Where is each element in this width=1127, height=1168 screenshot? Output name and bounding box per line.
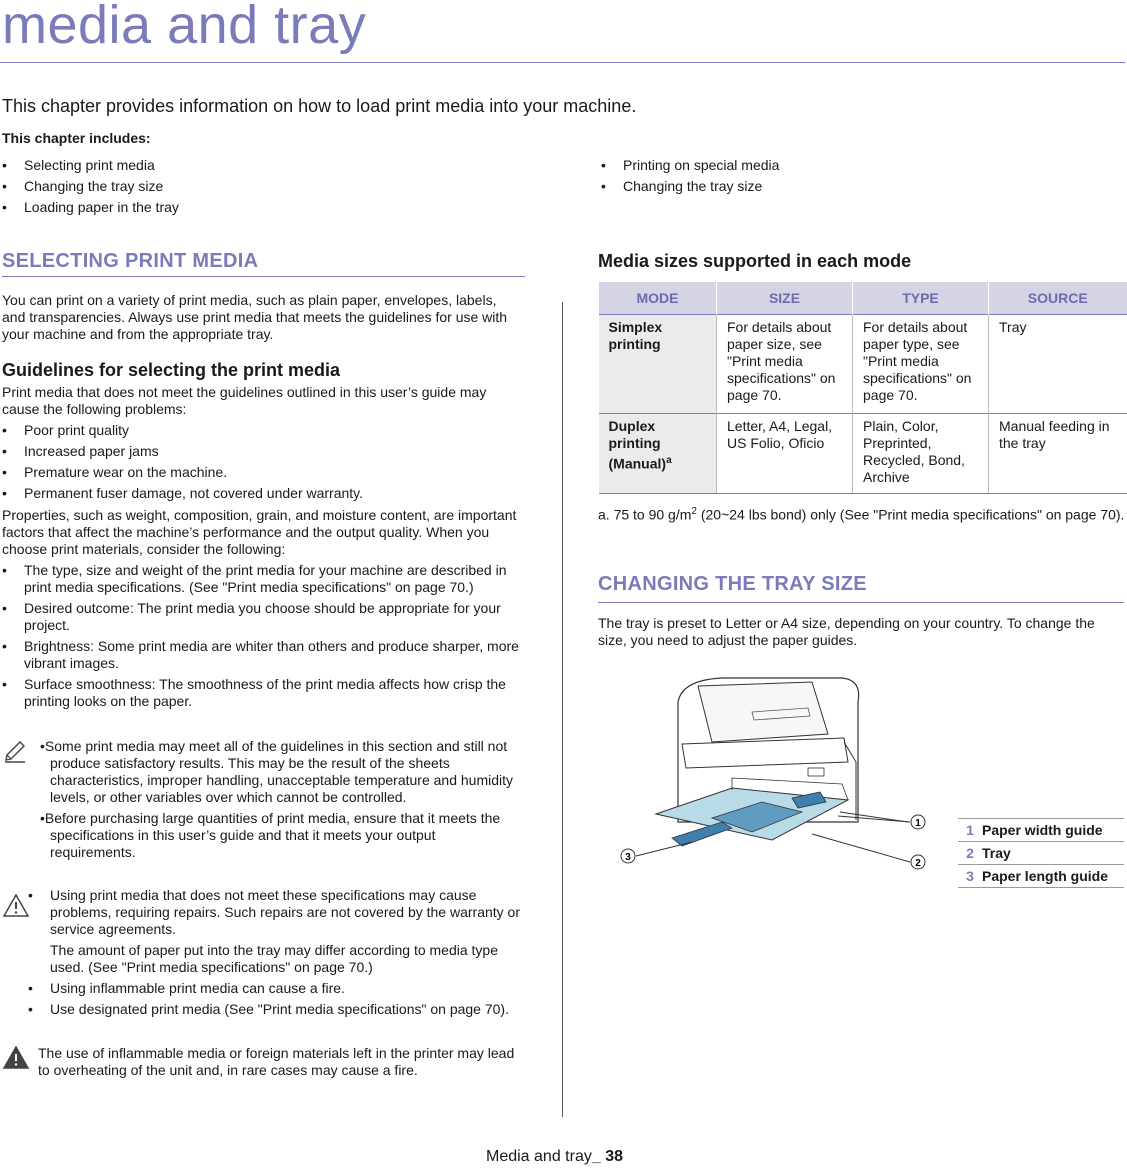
considerations-list	[2, 562, 522, 714]
callout-markers	[612, 672, 942, 872]
table-header-row	[599, 282, 1127, 315]
properties-paragraph: Properties, such as weight, composition, grain, and moisture content, are important factors that affect the machine’s performance and the output quality. When you choose print materials, consider the following:	[2, 507, 517, 557]
mode-label: Duplex printing	[608, 418, 661, 451]
list-item: • Surface smoothness: The smoothness of the print media affects how crisp the printing looks on the paper.	[2, 676, 522, 710]
media-sizes-heading: Media sizes supported in each mode	[598, 251, 912, 271]
warning-box	[2, 1045, 522, 1079]
includes-item: • Loading paper in the tray	[2, 197, 522, 218]
guidelines-intro: Print media that does not meet the guidelines outlined in this user’s guide may cause the following problems:	[2, 384, 487, 417]
table-cell: Tray	[989, 315, 1127, 414]
table-cell: Letter, A4, Legal, US Folio, Oficio	[717, 414, 853, 494]
table-cell: For details about paper type, see "Print media specifications" on page 70.	[853, 315, 989, 414]
caution-icon	[2, 893, 30, 919]
page-number: _ 38	[591, 1148, 623, 1165]
list-item: • Brightness: Some print media are whiter than others and produce sharper, more vibrant images.	[2, 638, 522, 672]
includes-item: • Printing on special media	[601, 155, 1121, 176]
problems-list	[2, 422, 522, 506]
title-rule	[0, 62, 1125, 63]
column-header: TYPE	[853, 282, 989, 315]
callout-label: Paper length guide	[982, 868, 1109, 884]
callout-row	[958, 842, 1124, 865]
list-item	[28, 887, 522, 976]
list-item: • Permanent fuser damage, not covered under warranty.	[2, 485, 522, 502]
callout-legend	[958, 818, 1124, 888]
callout-row	[958, 818, 1124, 842]
caution-box	[2, 887, 522, 1022]
media-sizes-table	[598, 282, 1127, 494]
callout-label: Paper width guide	[982, 822, 1103, 838]
table-cell	[599, 414, 717, 494]
caution-text: Using print media that does not meet these specifications may cause problems, requiring repairs. Such repairs are not covered by the warranty or service agreements.	[50, 887, 520, 937]
list-item: • Desired outcome: The print media you choose should be appropriate for your project.	[2, 600, 522, 634]
list-item: • Using inflammable print media can cause a fire.	[28, 980, 522, 997]
callout-number: 3	[966, 868, 974, 884]
page-footer	[486, 1148, 623, 1166]
table-cell: Plain, Color, Preprinted, Recycled, Bond, Archive	[853, 414, 989, 494]
footnote-superscript: 2	[691, 506, 697, 517]
callout-label: Tray	[982, 845, 1011, 861]
includes-list-left	[2, 155, 522, 218]
caution-list	[28, 887, 522, 1018]
column-divider	[562, 302, 563, 1117]
list-item: • The type, size and weight of the print media for your machine are described in print media specifications. (See "Print media specifications" on page 70.)	[2, 562, 522, 596]
table-row	[599, 414, 1127, 494]
includes-list-right	[601, 155, 1121, 197]
warning-icon	[2, 1045, 30, 1071]
callout-3-marker: 3	[625, 852, 631, 863]
warning-text: The use of inflammable media or foreign materials left in the printer may lead to overheating of the unit and, in rare cases may cause a fire.	[38, 1045, 515, 1078]
chapter-title: media and tray	[2, 0, 367, 55]
table-cell: Simplex printing	[599, 315, 717, 414]
column-header: MODE	[599, 282, 717, 315]
includes-item: • Selecting print media	[2, 155, 522, 176]
callout-number: 1	[966, 822, 974, 838]
callout-2-marker: 2	[915, 858, 921, 869]
caution-subtext: The amount of paper put into the tray may differ according to media type used. (See "Print media specifications" on page 70.)	[50, 942, 498, 975]
column-header: SIZE	[717, 282, 853, 315]
table-cell: For details about paper size, see "Print media specifications" on page 70.	[717, 315, 853, 414]
chapter-intro: This chapter provides information on how to load print media into your machine.	[2, 96, 637, 116]
table-footnote	[598, 503, 1127, 524]
includes-item: • Changing the tray size	[2, 176, 522, 197]
mode-label-manual: (Manual)	[608, 455, 667, 472]
callout-row	[958, 865, 1124, 888]
tray-paragraph: The tray is preset to Letter or A4 size, depending on your country. To change the size, you need to adjust the paper guides.	[598, 615, 1095, 648]
table-cell: Manual feeding in the tray	[989, 414, 1127, 494]
includes-item: • Changing the tray size	[601, 176, 1121, 197]
includes-label: This chapter includes:	[2, 130, 151, 146]
list-item: • Increased paper jams	[2, 443, 522, 460]
media-table-wrap	[598, 282, 1127, 494]
footnote-marker: a	[666, 455, 672, 466]
section-rule	[598, 602, 1124, 603]
selecting-heading: SELECTING PRINT MEDIA	[2, 250, 259, 272]
note-box	[2, 738, 522, 861]
list-item: • Premature wear on the machine.	[2, 464, 522, 481]
selecting-paragraph: You can print on a variety of print media, such as plain paper, envelopes, labels, and transparencies. Always use print media that meets the guidelines for use with your machine and from the appropriate tray.	[2, 292, 508, 342]
list-item: • Poor print quality	[2, 422, 522, 439]
callout-number: 2	[966, 845, 974, 861]
note-pencil-icon	[2, 738, 30, 764]
footnote-text-rest: (20~24 lbs bond) only (See "Print media specifications" on page 70).	[696, 506, 1125, 523]
callout-1-marker: 1	[915, 818, 921, 829]
column-header: SOURCE	[989, 282, 1127, 315]
footnote-text: a. 75 to 90 g/m	[598, 506, 692, 523]
list-item: • Use designated print media (See "Print media specifications" on page 70).	[28, 1001, 522, 1018]
note-item: •Some print media may meet all of the guidelines in this section and still not produce satisfactory results. This may be the result of the sheets characteristics, improper handling, unacceptable temperature and humidity levels, or other variables over which cannot be controlled.	[40, 738, 514, 805]
tray-heading: CHANGING THE TRAY SIZE	[598, 573, 867, 595]
note-item: •Before purchasing large quantities of print media, ensure that it meets the specifications in this user’s guide and that it meets your output requirements.	[40, 810, 501, 860]
footer-text: Media and tray	[486, 1148, 592, 1165]
section-rule	[2, 276, 525, 277]
guidelines-heading: Guidelines for selecting the print media	[2, 360, 341, 380]
table-row	[599, 315, 1127, 414]
